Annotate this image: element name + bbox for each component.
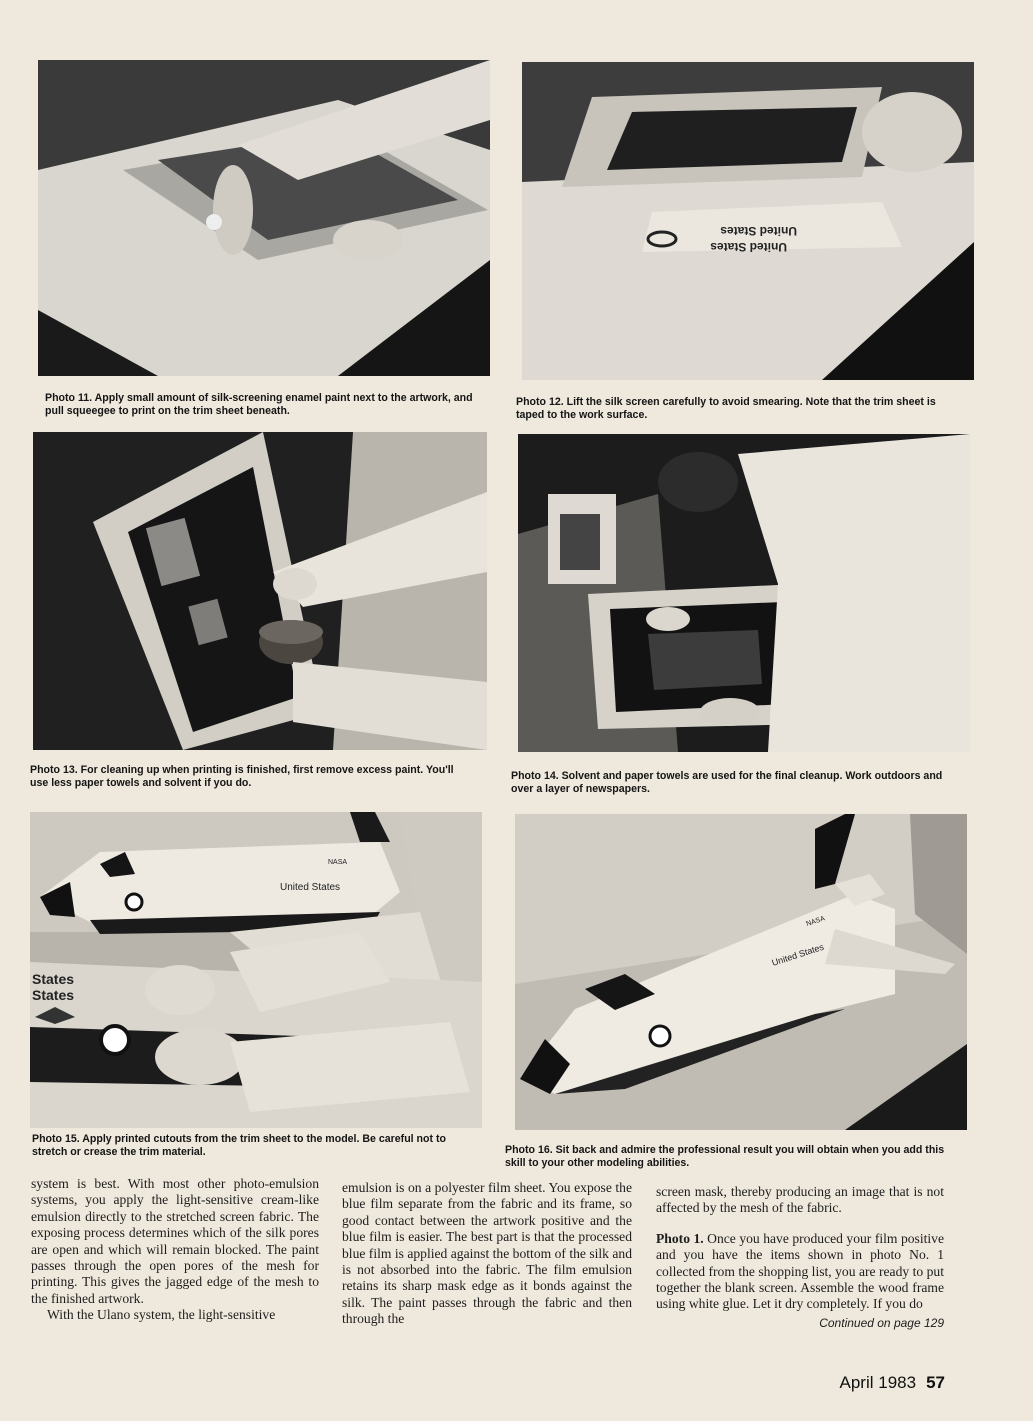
photo-13-caption: Photo 13. For cleaning up when printing is finished, first remove excess paint. You'll use less paper towels and solvent if you do.	[30, 764, 454, 789]
photo-15	[30, 812, 482, 1128]
col3-paragraph-2	[656, 1231, 944, 1313]
photo-12	[522, 62, 974, 380]
photo-13	[33, 432, 487, 750]
body-column-1	[31, 1176, 319, 1324]
body-column-2	[342, 1180, 632, 1328]
photo-12-trim-text-1: United States	[720, 224, 797, 238]
photo-16-nasa-text: NASA	[805, 915, 826, 928]
photo-14	[518, 434, 970, 752]
photo-11-caption: Photo 11. Apply small amount of silk-screening enamel paint next to the artwork, and pull squeegee to print on the trim sheet beneath.	[45, 392, 473, 417]
page-number: 57	[926, 1373, 945, 1392]
page-footer	[840, 1373, 945, 1393]
photo-15-trim-text-2: States	[32, 987, 75, 1003]
photo-15-shuttle-text: United States	[280, 882, 341, 893]
col1-paragraph-2: With the Ulano system, the light-sensitive	[47, 1307, 276, 1323]
photo-16-shuttle-text: United States	[770, 941, 826, 968]
photo-16	[515, 814, 967, 1130]
photo-11	[38, 60, 490, 376]
col3-photo1-lead: Photo 1.	[656, 1230, 704, 1246]
col3-photo1-text: Once you have produced your film positive and you have the items shown in photo No. 1 collected from the shopping list, you are ready to put together the blank screen. Assemble the wood frame using white glue. Let it dry completely. If you do	[656, 1230, 945, 1312]
photo-15-caption: Photo 15. Apply printed cutouts from the trim sheet to the model. Be careful not to stretch or crease the trim material.	[32, 1133, 446, 1158]
photo-12-trim-text-2: United States	[710, 240, 787, 254]
body-column-3	[656, 1184, 944, 1331]
col2-paragraph-1: emulsion is on a polyester film sheet. You expose the blue film separate from the fabric and its frame, so good contact between the artwork positive and the blue film is easier. The best part is that the processed blue film is applied against the bottom of the silk and is not absorbed into the fabric. The film emulsion retains its sharp mask edge as it bonds against the silk. The paint passes through the fabric and then through the	[342, 1180, 632, 1327]
col1-paragraph-1: system is best. With most other photo-emulsion systems, you apply the light-sensitive cream-like emulsion directly to the stretched screen fabric. The exposing process determines which of the silk pores are open and which will remain blocked. The paint passes through the open pores of the mesh for printing. This gives the jagged edge of the mesh to the finished artwork.	[31, 1176, 319, 1306]
photo-14-caption: Photo 14. Solvent and paper towels are used for the final cleanup. Work outdoors and over a layer of newspapers.	[511, 770, 943, 795]
photo-15-trim-text-1: States	[32, 971, 75, 987]
photo-16-caption: Photo 16. Sit back and admire the professional result you will obtain when you add this skill to your other modeling abilities.	[505, 1144, 945, 1169]
continued-note: Continued on page 129	[819, 1315, 944, 1330]
issue-date: April 1983	[839, 1373, 917, 1392]
photo-12-caption: Photo 12. Lift the silk screen carefully to avoid smearing. Note that the trim sheet is taped to the work surface.	[516, 396, 936, 421]
col3-paragraph-1: screen mask, thereby producing an image that is not affected by the mesh of the fabric.	[656, 1184, 944, 1216]
photo-15-nasa-text: NASA	[328, 859, 348, 866]
